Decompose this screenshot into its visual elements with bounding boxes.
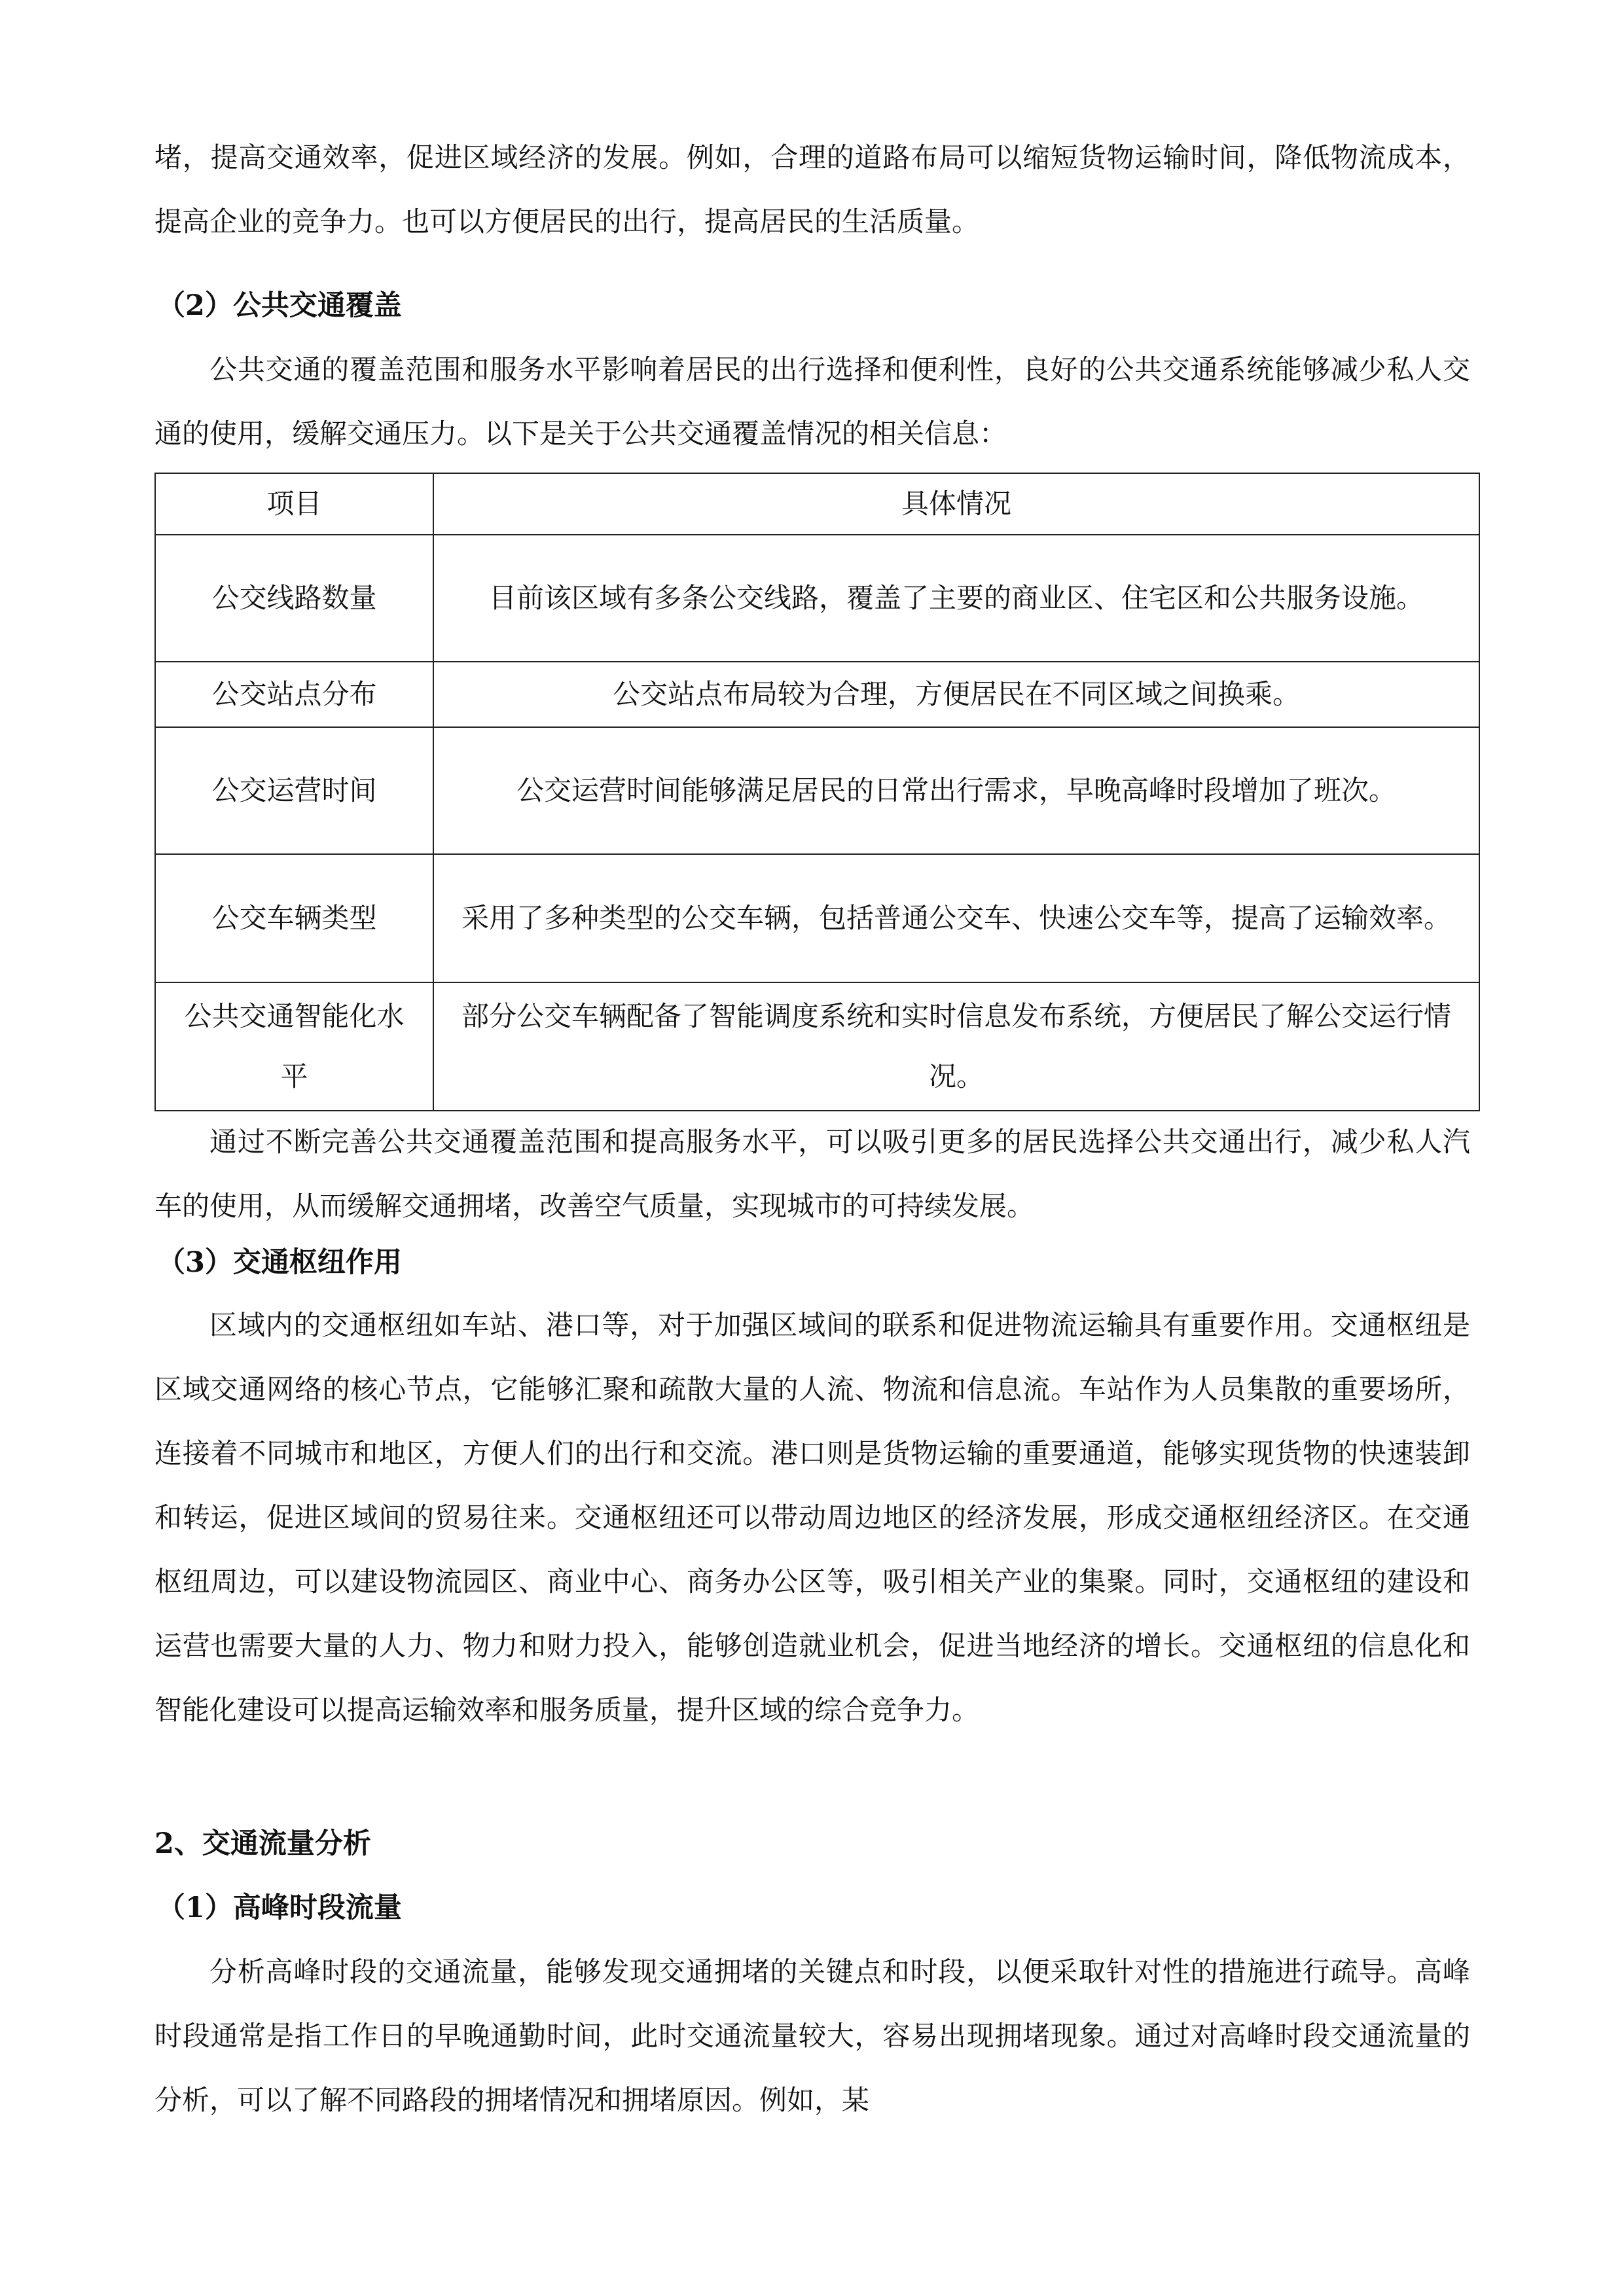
table-row (155, 535, 1479, 662)
table-row (155, 662, 1479, 727)
table-cell-detail: 公交运营时间能够满足居民的日常出行需求，早晚高峰时段增加了班次。 (433, 727, 1479, 854)
table-cell-item: 公共交通智能化水平 (155, 982, 433, 1111)
table-row (155, 854, 1479, 982)
table-cell-item: 公交线路数量 (155, 535, 433, 662)
table-cell-detail: 采用了多种类型的公交车辆，包括普通公交车、快速公交车等，提高了运输效率。 (433, 854, 1479, 982)
table-header-row (155, 473, 1479, 535)
table-row (155, 982, 1479, 1111)
public-transport-table (154, 473, 1480, 1111)
table-cell-item: 公交站点分布 (155, 662, 433, 727)
table-header-detail: 具体情况 (433, 473, 1479, 535)
table-header-item: 项目 (155, 473, 433, 535)
table-cell-item: 公交运营时间 (155, 727, 433, 854)
table-cell-detail: 部分公交车辆配备了智能调度系统和实时信息发布系统，方便居民了解公交运行情况。 (433, 982, 1479, 1111)
table-cell-item: 公交车辆类型 (155, 854, 433, 982)
heading-public-transport: （2）公共交通覆盖 (157, 289, 402, 322)
heading-peak-flow: （1）高峰时段流量 (157, 1892, 402, 1924)
table-row (155, 727, 1479, 854)
table-cell-detail: 公交站点布局较为合理，方便居民在不同区域之间换乘。 (433, 662, 1479, 727)
heading-traffic-flow: 2、交通流量分析 (154, 1827, 371, 1860)
table-cell-detail: 目前该区域有多条公交线路，覆盖了主要的商业区、住宅区和公共服务设施。 (433, 535, 1479, 662)
paragraph-transport-hub: 区域内的交通枢纽如车站、港口等，对于加强区域间的联系和促进物流运输具有重要作用。交通枢纽是区域交通网络的核心节点，它能够汇聚和疏散大量的人流、物流和信息流。车站作为人员集散的重要场所，连接着不同城市和地区，方便人们的出行和交流。港口则是货物运输的重要通道，能够实现货物的快速装卸和转运，促进区域间的贸易往来。交通枢纽还可以带动周边地区的经济发展，形成交通枢纽经济区。在交通枢纽周边，可以建设物流园区、商业中心、商务办公区等，吸引相关产业的集聚。同时，交通枢纽的建设和运营也需要大量的人力、物力和财力投入，能够创造就业机会，促进当地经济的增长。交通枢纽的信息化和智能化建设可以提高运输效率和服务质量，提升区域的综合竞争力。 (154, 1309, 1470, 1726)
paragraph-peak-flow: 分析高峰时段的交通流量，能够发现交通拥堵的关键点和时段，以便采取针对性的措施进行疏导。高峰时段通常是指工作日的早晚通勤时间，此时交通流量较大，容易出现拥堵现象。通过对高峰时段交通流量的分析，可以了解不同路段的拥堵情况和拥堵原因。例如，某 (154, 1956, 1470, 2116)
paragraph-public-transport-summary: 通过不断完善公共交通覆盖范围和提高服务水平，可以吸引更多的居民选择公共交通出行，减少私人汽车的使用，从而缓解交通拥堵，改善空气质量，实现城市的可持续发展。 (154, 1126, 1470, 1222)
paragraph-public-transport-intro: 公共交通的覆盖范围和服务水平影响着居民的出行选择和便利性，良好的公共交通系统能够减少私人交通的使用，缓解交通压力。以下是关于公共交通覆盖情况的相关信息： (154, 353, 1470, 450)
paragraph-continuation: 堵，提高交通效率，促进区域经济的发展。例如，合理的道路布局可以缩短货物运输时间，降低物流成本，提高企业的竞争力。也可以方便居民的出行，提高居民的生活质量。 (154, 141, 1470, 238)
heading-transport-hub: （3）交通枢纽作用 (157, 1246, 402, 1279)
